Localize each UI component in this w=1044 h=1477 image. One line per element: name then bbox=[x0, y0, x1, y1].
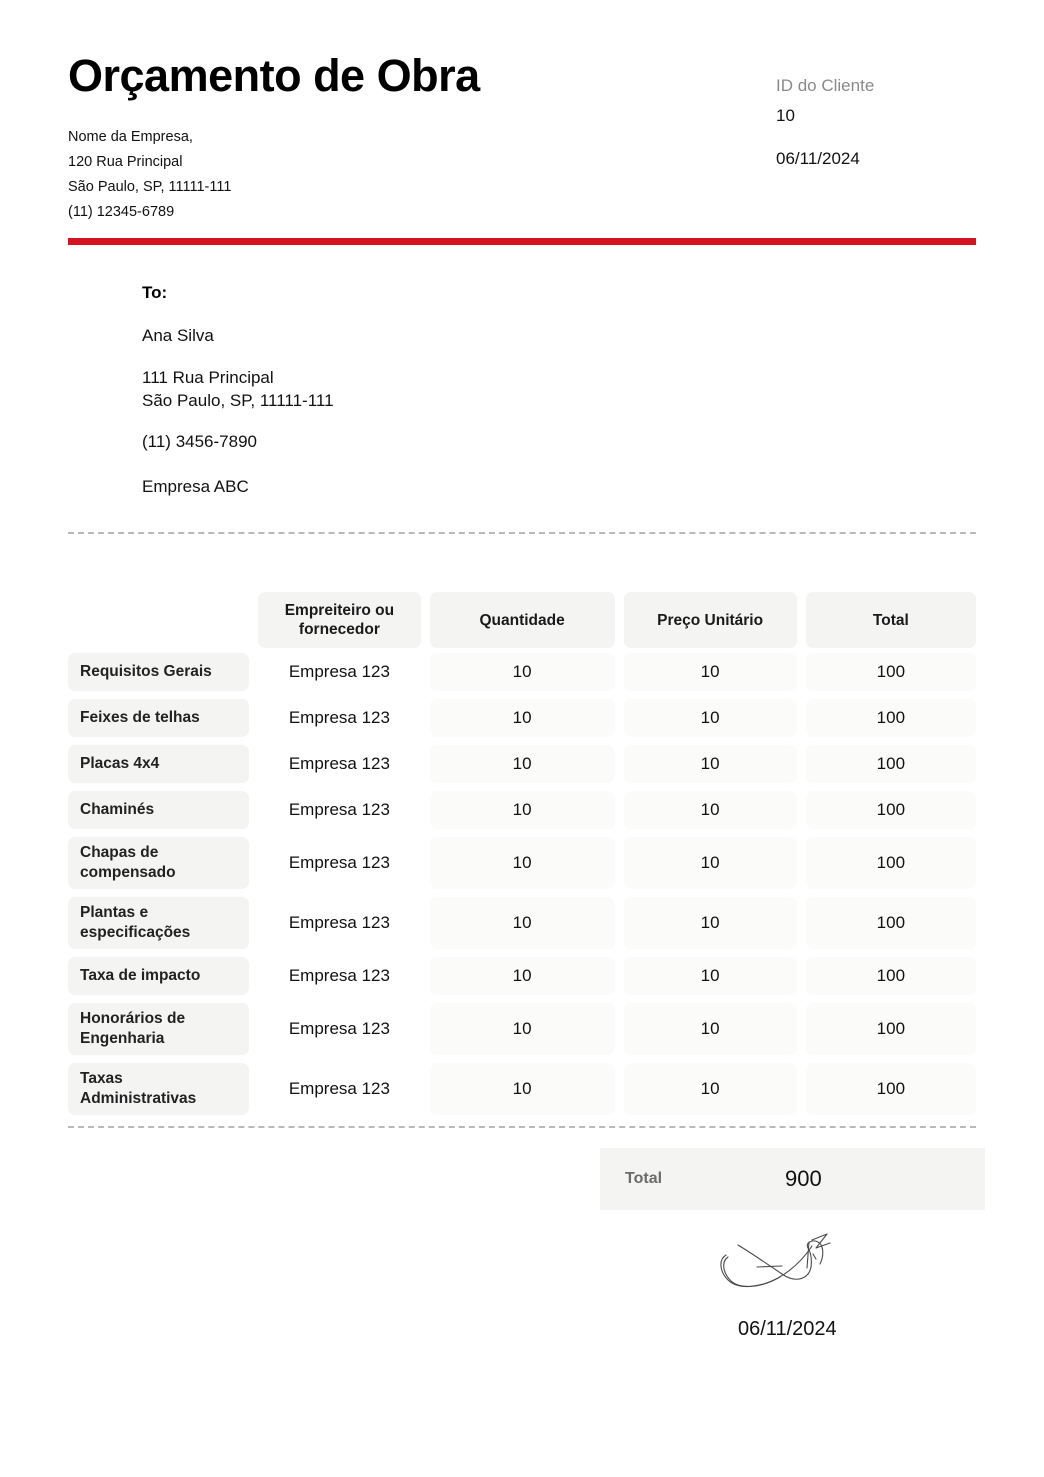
row-vendor: Empresa 123 bbox=[258, 745, 421, 783]
row-unit-price: 10 bbox=[624, 957, 797, 995]
table-row bbox=[68, 699, 976, 737]
accent-divider bbox=[68, 238, 976, 245]
row-vendor: Empresa 123 bbox=[258, 653, 421, 691]
row-quantity: 10 bbox=[430, 957, 615, 995]
recipient-phone: (11) 3456-7890 bbox=[142, 432, 257, 451]
recipient-address-line1: 111 Rua Principal bbox=[142, 368, 274, 387]
company-line-3: São Paulo, SP, 11111-111 bbox=[68, 179, 232, 196]
column-header-quantity: Quantidade bbox=[430, 592, 615, 648]
recipient-address bbox=[142, 366, 662, 412]
row-total: 100 bbox=[806, 1063, 976, 1115]
grand-total-box bbox=[600, 1148, 985, 1210]
row-item-label: Chapas de compensado bbox=[68, 837, 249, 889]
table-row bbox=[68, 745, 976, 783]
column-header-vendor: Empreiteiro ou fornecedor bbox=[258, 592, 421, 648]
company-line-2: 120 Rua Principal bbox=[68, 154, 183, 171]
to-label: To: bbox=[142, 283, 168, 302]
row-vendor: Empresa 123 bbox=[258, 957, 421, 995]
row-item-label: Feixes de telhas bbox=[68, 699, 249, 737]
signature-icon bbox=[712, 1228, 842, 1300]
column-header-total: Total bbox=[806, 592, 976, 648]
row-quantity: 10 bbox=[430, 1003, 615, 1055]
table-row bbox=[68, 1003, 976, 1055]
row-total: 100 bbox=[806, 837, 976, 889]
row-item-label: Chaminés bbox=[68, 791, 249, 829]
row-item-label: Requisitos Gerais bbox=[68, 653, 249, 691]
company-line-4: (11) 12345-6789 bbox=[68, 204, 175, 221]
row-total: 100 bbox=[806, 653, 976, 691]
row-item-label: Taxas Administrativas bbox=[68, 1063, 249, 1115]
table-header-row bbox=[68, 592, 976, 648]
row-unit-price: 10 bbox=[624, 837, 797, 889]
row-quantity: 10 bbox=[430, 653, 615, 691]
row-unit-price: 10 bbox=[624, 1003, 797, 1055]
row-total: 100 bbox=[806, 897, 976, 949]
row-quantity: 10 bbox=[430, 837, 615, 889]
grand-total-label: Total bbox=[625, 1170, 663, 1187]
grand-total-value: 900 bbox=[785, 1166, 822, 1191]
row-total: 100 bbox=[806, 699, 976, 737]
recipient-block bbox=[142, 283, 662, 497]
document-date: 06/11/2024 bbox=[776, 149, 860, 168]
row-item-label: Placas 4x4 bbox=[68, 745, 249, 783]
recipient-name: Ana Silva bbox=[142, 326, 214, 345]
table-row bbox=[68, 957, 976, 995]
row-quantity: 10 bbox=[430, 745, 615, 783]
column-header-item bbox=[68, 592, 249, 648]
row-quantity: 10 bbox=[430, 1063, 615, 1115]
row-unit-price: 10 bbox=[624, 745, 797, 783]
row-vendor: Empresa 123 bbox=[258, 897, 421, 949]
row-quantity: 10 bbox=[430, 897, 615, 949]
row-quantity: 10 bbox=[430, 699, 615, 737]
page-title: Orçamento de Obra bbox=[68, 50, 480, 101]
signature-date: 06/11/2024 bbox=[738, 1318, 837, 1340]
row-unit-price: 10 bbox=[624, 791, 797, 829]
row-vendor: Empresa 123 bbox=[258, 1063, 421, 1115]
row-total: 100 bbox=[806, 745, 976, 783]
table-row bbox=[68, 897, 976, 949]
table-row bbox=[68, 1063, 976, 1115]
client-meta-block bbox=[776, 52, 976, 174]
column-header-unit-price: Preço Unitário bbox=[624, 592, 797, 648]
document-header bbox=[68, 52, 976, 225]
table-row bbox=[68, 837, 976, 889]
recipient-address-line2: São Paulo, SP, 11111-111 bbox=[142, 391, 334, 410]
row-vendor: Empresa 123 bbox=[258, 837, 421, 889]
recipient-company: Empresa ABC bbox=[142, 477, 249, 496]
row-unit-price: 10 bbox=[624, 653, 797, 691]
table-body bbox=[68, 653, 976, 1115]
row-item-label: Taxa de impacto bbox=[68, 957, 249, 995]
section-divider-top bbox=[68, 532, 976, 534]
client-id-label: ID do Cliente bbox=[776, 76, 875, 95]
table-row bbox=[68, 653, 976, 691]
table-row bbox=[68, 791, 976, 829]
row-total: 100 bbox=[806, 791, 976, 829]
row-quantity: 10 bbox=[430, 791, 615, 829]
row-vendor: Empresa 123 bbox=[258, 791, 421, 829]
row-item-label: Honorários de Engenharia bbox=[68, 1003, 249, 1055]
client-id-value: 10 bbox=[776, 106, 795, 125]
row-vendor: Empresa 123 bbox=[258, 1003, 421, 1055]
company-block bbox=[68, 52, 628, 225]
row-item-label: Plantas e especificações bbox=[68, 897, 249, 949]
row-unit-price: 10 bbox=[624, 897, 797, 949]
row-unit-price: 10 bbox=[624, 1063, 797, 1115]
row-unit-price: 10 bbox=[624, 699, 797, 737]
row-total: 100 bbox=[806, 1003, 976, 1055]
row-total: 100 bbox=[806, 957, 976, 995]
row-vendor: Empresa 123 bbox=[258, 699, 421, 737]
section-divider-bottom bbox=[68, 1126, 976, 1128]
line-items-table bbox=[68, 592, 976, 1123]
company-line-1: Nome da Empresa, bbox=[68, 129, 193, 146]
